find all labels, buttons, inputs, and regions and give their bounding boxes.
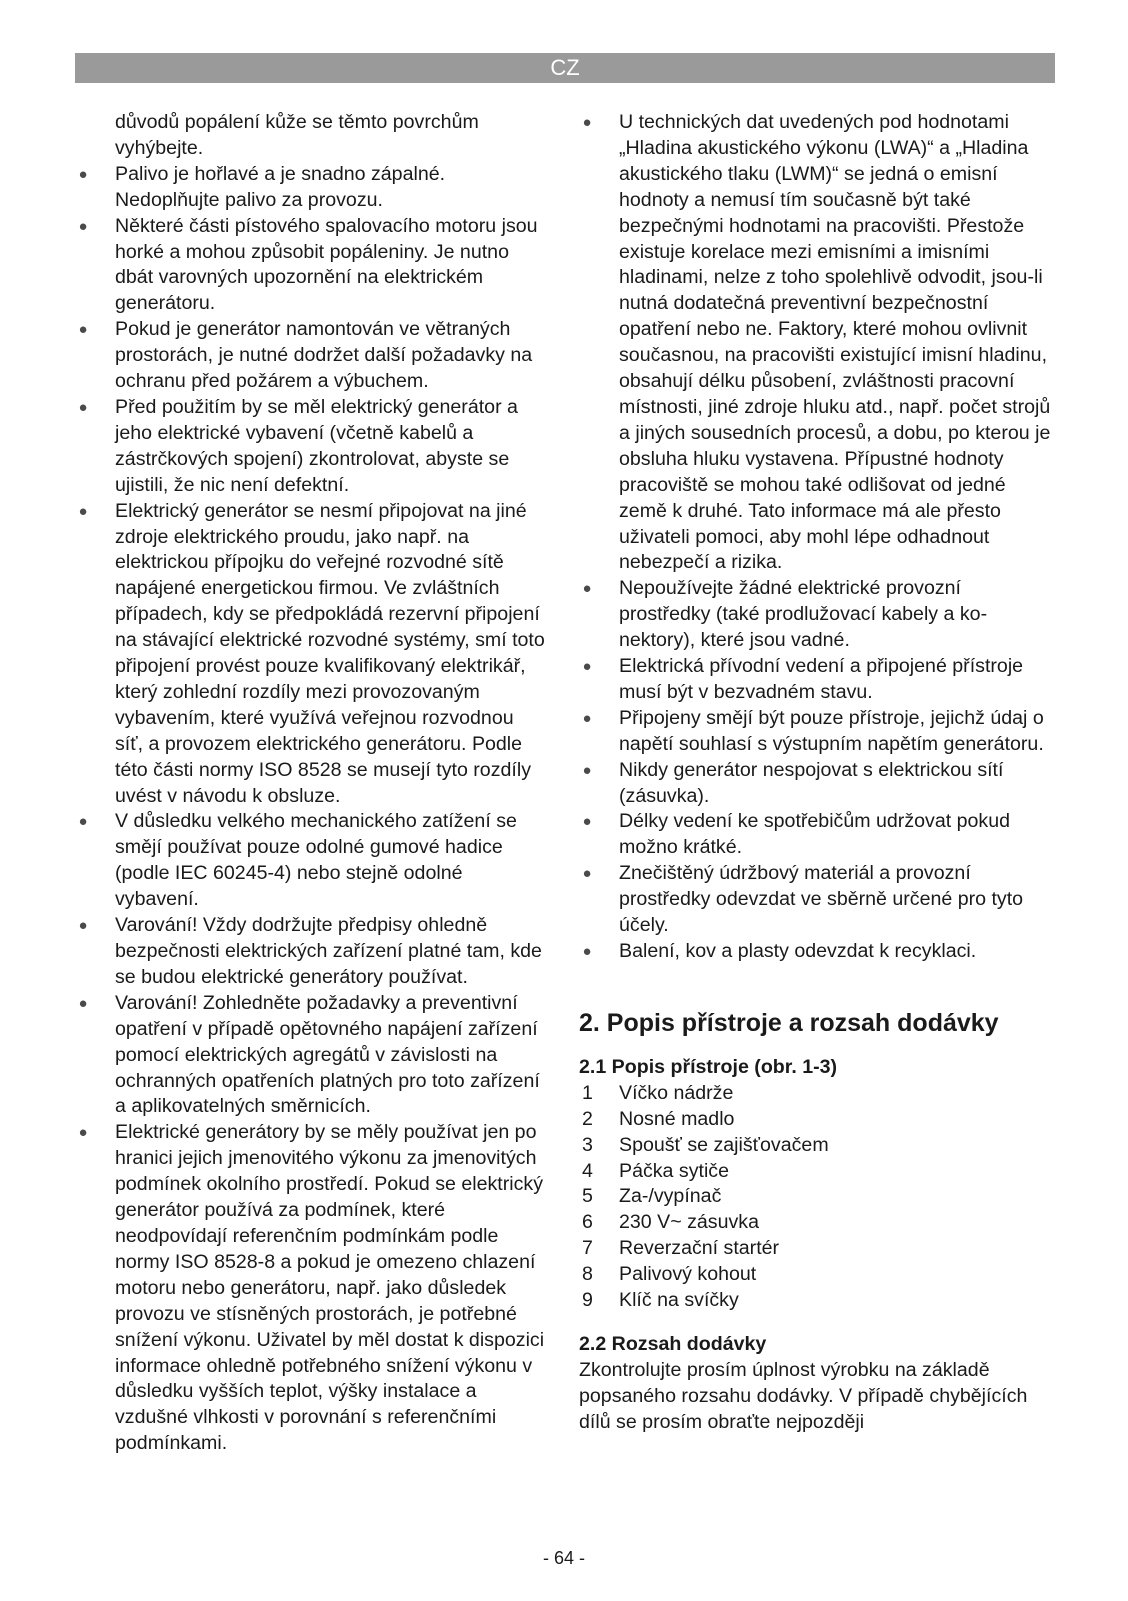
part-number: 6 xyxy=(582,1211,593,1234)
bullet-icon: ● xyxy=(582,709,592,727)
bullet-item xyxy=(75,162,547,214)
bullet-item xyxy=(579,654,1055,706)
part-label: Spoušť se zajišťovačem xyxy=(619,1133,829,1156)
bullet-text: Elektrické generátory by se měly používat jen po hranici jejich jmenovitého výkonu za jmenovitých podmínek okolního prostředí. Pokud se elektrický generátor používá za podmínek, které neodpovídají referenčním podmínkám podle normy ISO 8528-8 a pokud je omezeno chlazení motoru nebo generátoru, např. jako důsledek provozu ve stísněných prostorách, je potřebné snížení výkonu. Uživatel by měl dostat k dispozici informace ohledně potřebného snížení výkonu v důsledku vyšších teplot, výšky instalace a vzdušné vlhkosti v porovnání s referenčními podmínkami. xyxy=(115,1121,545,1455)
bullet-item xyxy=(579,706,1055,758)
bullet-text: Délky vedení ke spotřebičům udržovat pokud možno krátké. xyxy=(619,810,1010,859)
bullet-icon: ● xyxy=(582,114,592,131)
part-label: Páčka sytiče xyxy=(619,1159,729,1182)
bullet-item xyxy=(75,499,547,810)
bullet-icon: ● xyxy=(582,865,592,883)
bullet-item xyxy=(75,317,547,395)
bullet-item xyxy=(579,939,1055,965)
list-item xyxy=(579,1133,1055,1159)
language-header-bar xyxy=(75,53,1055,83)
right-column xyxy=(579,110,1055,1436)
bullet-text: Varování! Zohledněte požadavky a preventivní opatření v případě opětovného napájení zařízení pomocí elektrických agregátů v závislosti na ochranných opatřeních platných pro toto zařízení a aplikovatelných směrnicích. xyxy=(115,991,540,1118)
bullet-text: Znečištěný údržbový materiál a provozní prostředky odevzdat ve sběrně určené pro tyto účely. xyxy=(619,862,1024,937)
part-number: 2 xyxy=(582,1107,593,1130)
bullet-icon: ● xyxy=(582,943,592,960)
part-number: 8 xyxy=(582,1263,593,1286)
part-label: 230 V~ zásuvka xyxy=(619,1211,759,1234)
part-label: Reverzační startér xyxy=(619,1237,780,1260)
bullet-item xyxy=(75,395,547,499)
part-number: 1 xyxy=(582,1081,593,1104)
part-label: Palivový kohout xyxy=(619,1263,757,1286)
bullet-icon: ● xyxy=(582,813,592,831)
bullet-item xyxy=(75,991,547,1121)
bullet-icon: ● xyxy=(582,761,592,779)
bullet-icon: ● xyxy=(78,1124,88,1142)
bullet-text: Některé části pístového spalovacího motoru jsou horké a mohou způsobit popáleniny. Je nutno dbát varovných upozornění na elektrickém generátoru. xyxy=(115,214,538,315)
bullet-item xyxy=(75,913,547,991)
language-label: CZ xyxy=(550,55,580,80)
list-item xyxy=(579,1107,1055,1133)
bullet-text: Balení, kov a plasty odevzdat k recyklaci. xyxy=(619,940,977,962)
bullet-text: Palivo je hořlavé a je snadno zápalné. Nedoplňujte palivo za provozu. xyxy=(115,162,446,211)
spacer xyxy=(579,1314,1055,1332)
part-label: Nosné madlo xyxy=(619,1107,735,1130)
bullet-text: U technických dat uvedených pod hodnotami „Hladina akustického výkonu (LWA)“ a „Hladina akustického tlaku (LWM)“ se jedná o emisní hodnoty a nemusí tím současně být také bezpečnými hodnotami na pracovišti. Přestože existuje korelace mezi emisními a imisními hladinami, nelze z toho spolehlivě odvodit, jsou-li nutná dodatečná preventivní bezpečnostní opatření nebo ne. Faktory, které mohou ovlivnit současnou, na pracovišti existující imisní hladinu, obsahují délku působení, zvláštnosti pracovní místnosti, jiné zdroje hluku atd., např. počet strojů a jiných sousedních procesů, a dobu, po kterou je obsluha hluku vystavena. Přípustné hodnoty pracoviště se mohou také odlišovat od jedné země k druhé. Tato informace má ale přesto uživateli pomoci, aby mohl lépe odhadnout nebezpečí a rizika. xyxy=(619,111,1051,574)
bullet-text: Varování! Vždy dodržujte předpisy ohledně bezpečnosti elektrických zařízení platné tam, kde se budou elektrické generátory používat. xyxy=(115,914,542,988)
part-number: 9 xyxy=(582,1289,593,1312)
bullet-icon: ● xyxy=(78,502,88,520)
subsection-title-device-description: 2.1 Popis přístroje (obr. 1-3) xyxy=(579,1055,838,1078)
bullet-text: Před použitím by se měl elektrický generátor a jeho elektrické vybavení (včetně kabelů a zástrčkových spojení) zkontrolovat, abyste se ujistili, že nic není defektní. xyxy=(115,395,518,496)
bullet-text: Připojeny smějí být pouze přístroje, jejichž údaj o napětí souhlasí s výstupním napětím generátoru. xyxy=(619,706,1044,755)
part-label: Víčko nádrže xyxy=(619,1081,734,1104)
bullet-text: Nikdy generátor nespojovat s elektrickou sítí (zásuvka). xyxy=(619,758,1004,807)
scope-of-delivery-text: Zkontrolujte prosím úplnost výrobku na základě popsaného rozsahu dodávky. V případě chybějících dílů se prosím obraťte nejpozději xyxy=(579,1358,1028,1433)
bullet-icon: ● xyxy=(78,994,88,1012)
bullet-item xyxy=(579,576,1055,654)
bullet-icon: ● xyxy=(78,917,88,935)
part-number: 3 xyxy=(582,1133,593,1156)
list-item xyxy=(579,1288,1055,1314)
part-label: Za-/vypínač xyxy=(619,1185,722,1208)
part-number: 5 xyxy=(582,1185,593,1208)
bullet-text: Pokud je generátor namontován ve větraných prostorách, je nutné dodržet další požadavky na ochranu před požárem a výbuchem. xyxy=(115,318,533,393)
list-item xyxy=(579,1159,1055,1185)
bullet-icon: ● xyxy=(78,813,88,831)
bullet-text: V důsledku velkého mechanického zatížení se smějí používat pouze odolné gumové hadice (podle IEC 60245-4) nebo stejně odolné vybavení. xyxy=(115,810,517,911)
bullet-icon: ● xyxy=(78,398,88,416)
left-column xyxy=(75,110,547,1457)
list-item xyxy=(579,1081,1055,1107)
list-item xyxy=(579,1236,1055,1262)
part-number: 4 xyxy=(582,1159,593,1182)
bullet-text: Nepoužívejte žádné elektrické provozní prostředky (také prodlužovací kabely a ko- nektory), které jsou vadné. xyxy=(619,577,988,652)
bullet-text: Elektrický generátor se nesmí připojovat na jiné zdroje elektrického proudu, jako např. na elektrickou přípojku do veřejné rozvodné sítě napájené energetickou firmou. Ve zvláštních případech, kdy se předpokládá rezervní připojení na stávající elektrické rozvodné systémy, smí toto připojení provést pouze kvalifikovaný elektrikář, který zohlední rozdíly mezi provozovaným vybavením, které využívá veřejnou rozvodnou síť, a provozem elektrického generátoru. Podle této části normy ISO 8528 se musejí tyto rozdíly uvést v návodu k obsluze. xyxy=(115,499,545,807)
list-item xyxy=(579,1210,1055,1236)
bullet-item xyxy=(75,809,547,913)
bullet-item xyxy=(579,110,1055,576)
bullet-text: Elektrická přívodní vedení a připojené přístroje musí být v bezvadném stavu. xyxy=(619,655,1024,703)
parts-list xyxy=(579,1081,1055,1314)
bullet-icon: ● xyxy=(582,658,592,676)
bullet-item xyxy=(75,1120,547,1457)
page-number: - 64 - xyxy=(542,1548,585,1568)
bullet-icon: ● xyxy=(78,217,88,235)
part-label: Klíč na svíčky xyxy=(619,1289,739,1312)
bullet-item xyxy=(579,758,1055,810)
part-number: 7 xyxy=(582,1237,593,1260)
list-item xyxy=(579,1262,1055,1288)
bullet-item xyxy=(579,809,1055,861)
section-title: 2. Popis přístroje a rozsah dodávky xyxy=(579,1008,999,1037)
bullet-icon: ● xyxy=(78,165,88,183)
continuation-text: důvodů popálení kůže se těmto povrchům vyhýbejte. xyxy=(115,111,479,159)
bullet-item xyxy=(579,861,1055,939)
bullet-item xyxy=(75,214,547,318)
list-item xyxy=(579,1184,1055,1210)
bullet-icon: ● xyxy=(582,580,592,598)
bullet-icon: ● xyxy=(78,321,88,339)
subsection-title-scope-of-delivery: 2.2 Rozsah dodávky xyxy=(579,1332,767,1355)
